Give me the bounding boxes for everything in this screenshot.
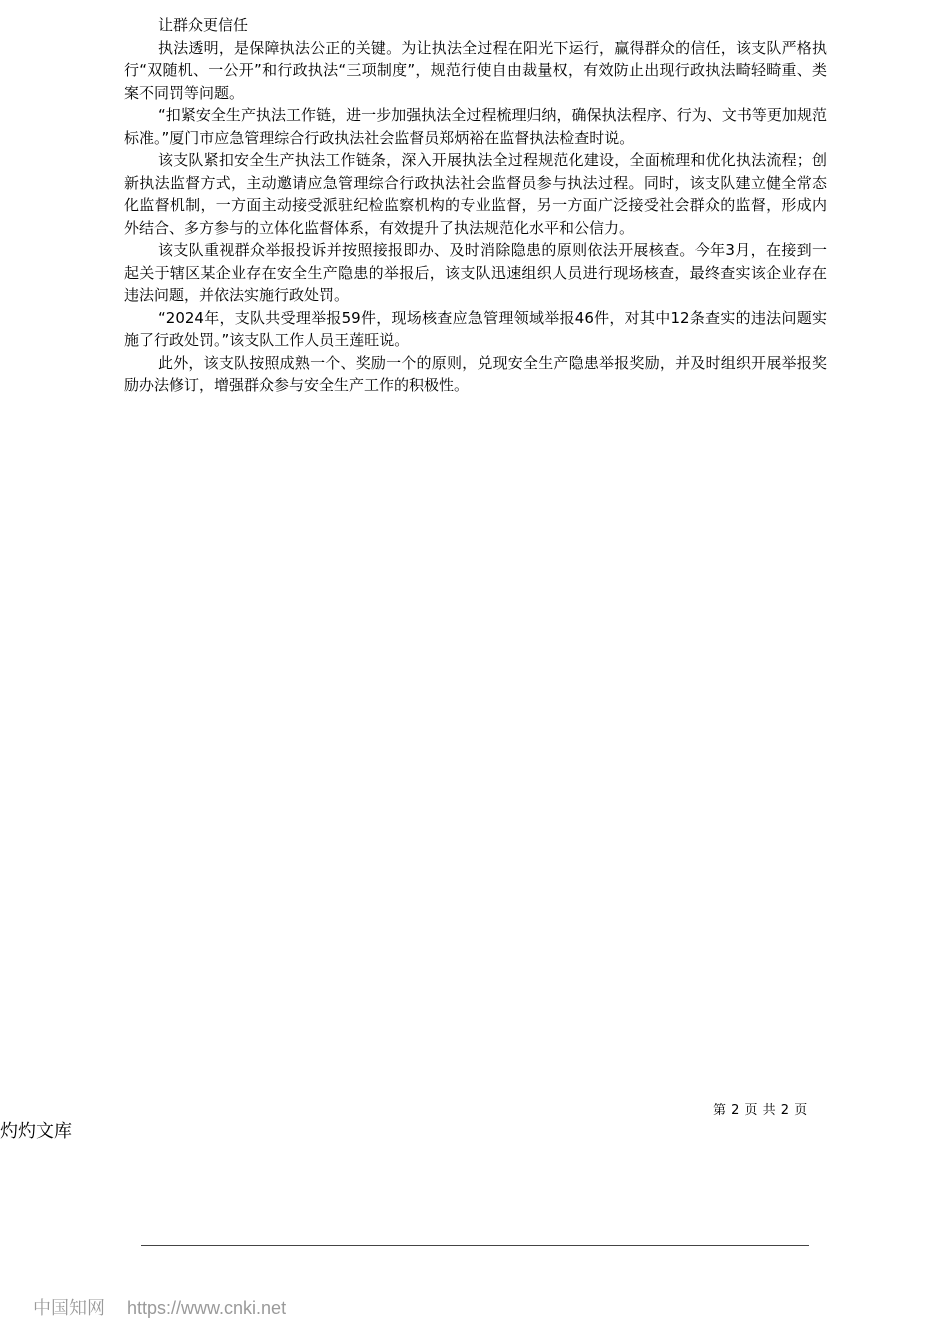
paragraph: 执法透明，是保障执法公正的关键。为让执法全过程在阳光下运行，赢得群众的信任，该支队严格执行“双随机、一公开”和行政执法“三项制度”，规范行使自由裁量权，有效防止出现行政执法畸轻畸重、类案不同罚等问题。 [124,38,827,102]
paragraph: 该支队重视群众举报投诉并按照接报即办、及时消除隐患的原则依法开展核查。今年3月，在接到一起关于辖区某企业存在安全生产隐患的举报后，该支队迅速组织人员进行现场核查，最终查实该企业存在违法问题，并依法实施行政处罚。 [124,241,827,304]
page-number: 第 2 页 共 2 页 [713,1103,808,1118]
paragraph: 此外，该支队按照成熟一个、奖励一个的原则，兑现安全生产隐患举报奖励，并及时组织开展举报奖励办法修订，增强群众参与安全生产工作的积极性。 [124,353,827,394]
source-site-name: 中国知网 [33,1298,105,1318]
footer-source [33,1294,286,1320]
paragraph: “2024年，支队共受理举报59件，现场核查应急管理领域举报46件，对其中12条查实的违法问题实施了行政处罚。”该支队工作人员王莲旺说。 [124,308,827,349]
paragraph: 该支队紧扣安全生产执法工作链条，深入开展执法全过程规范化建设，全面梳理和优化执法流程；创新执法监督方式，主动邀请应急管理综合行政执法社会监督员参与执法过程。同时，该支队建立健全常态化监督机制，一方面主动接受派驻纪检监察机构的专业监督，另一方面广泛接受社会群众的监督，形成内外结合、多方参与的立体化监督体系，有效提升了执法规范化水平和公信力。 [124,151,827,237]
watermark-text: 灼灼文库 [0,1121,72,1142]
paragraph: “扣紧安全生产执法工作链，进一步加强执法全过程梳理归纳，确保执法程序、行为、文书等更加规范标准。”厦门市应急管理综合行政执法社会监督员郑炳裕在监督执法检查时说。 [124,106,827,147]
footer-divider [141,1245,809,1246]
article-body [124,14,827,397]
section-heading: 让群众更信任 [158,16,249,34]
source-url-link[interactable]: https://www.cnki.net [127,1298,287,1318]
